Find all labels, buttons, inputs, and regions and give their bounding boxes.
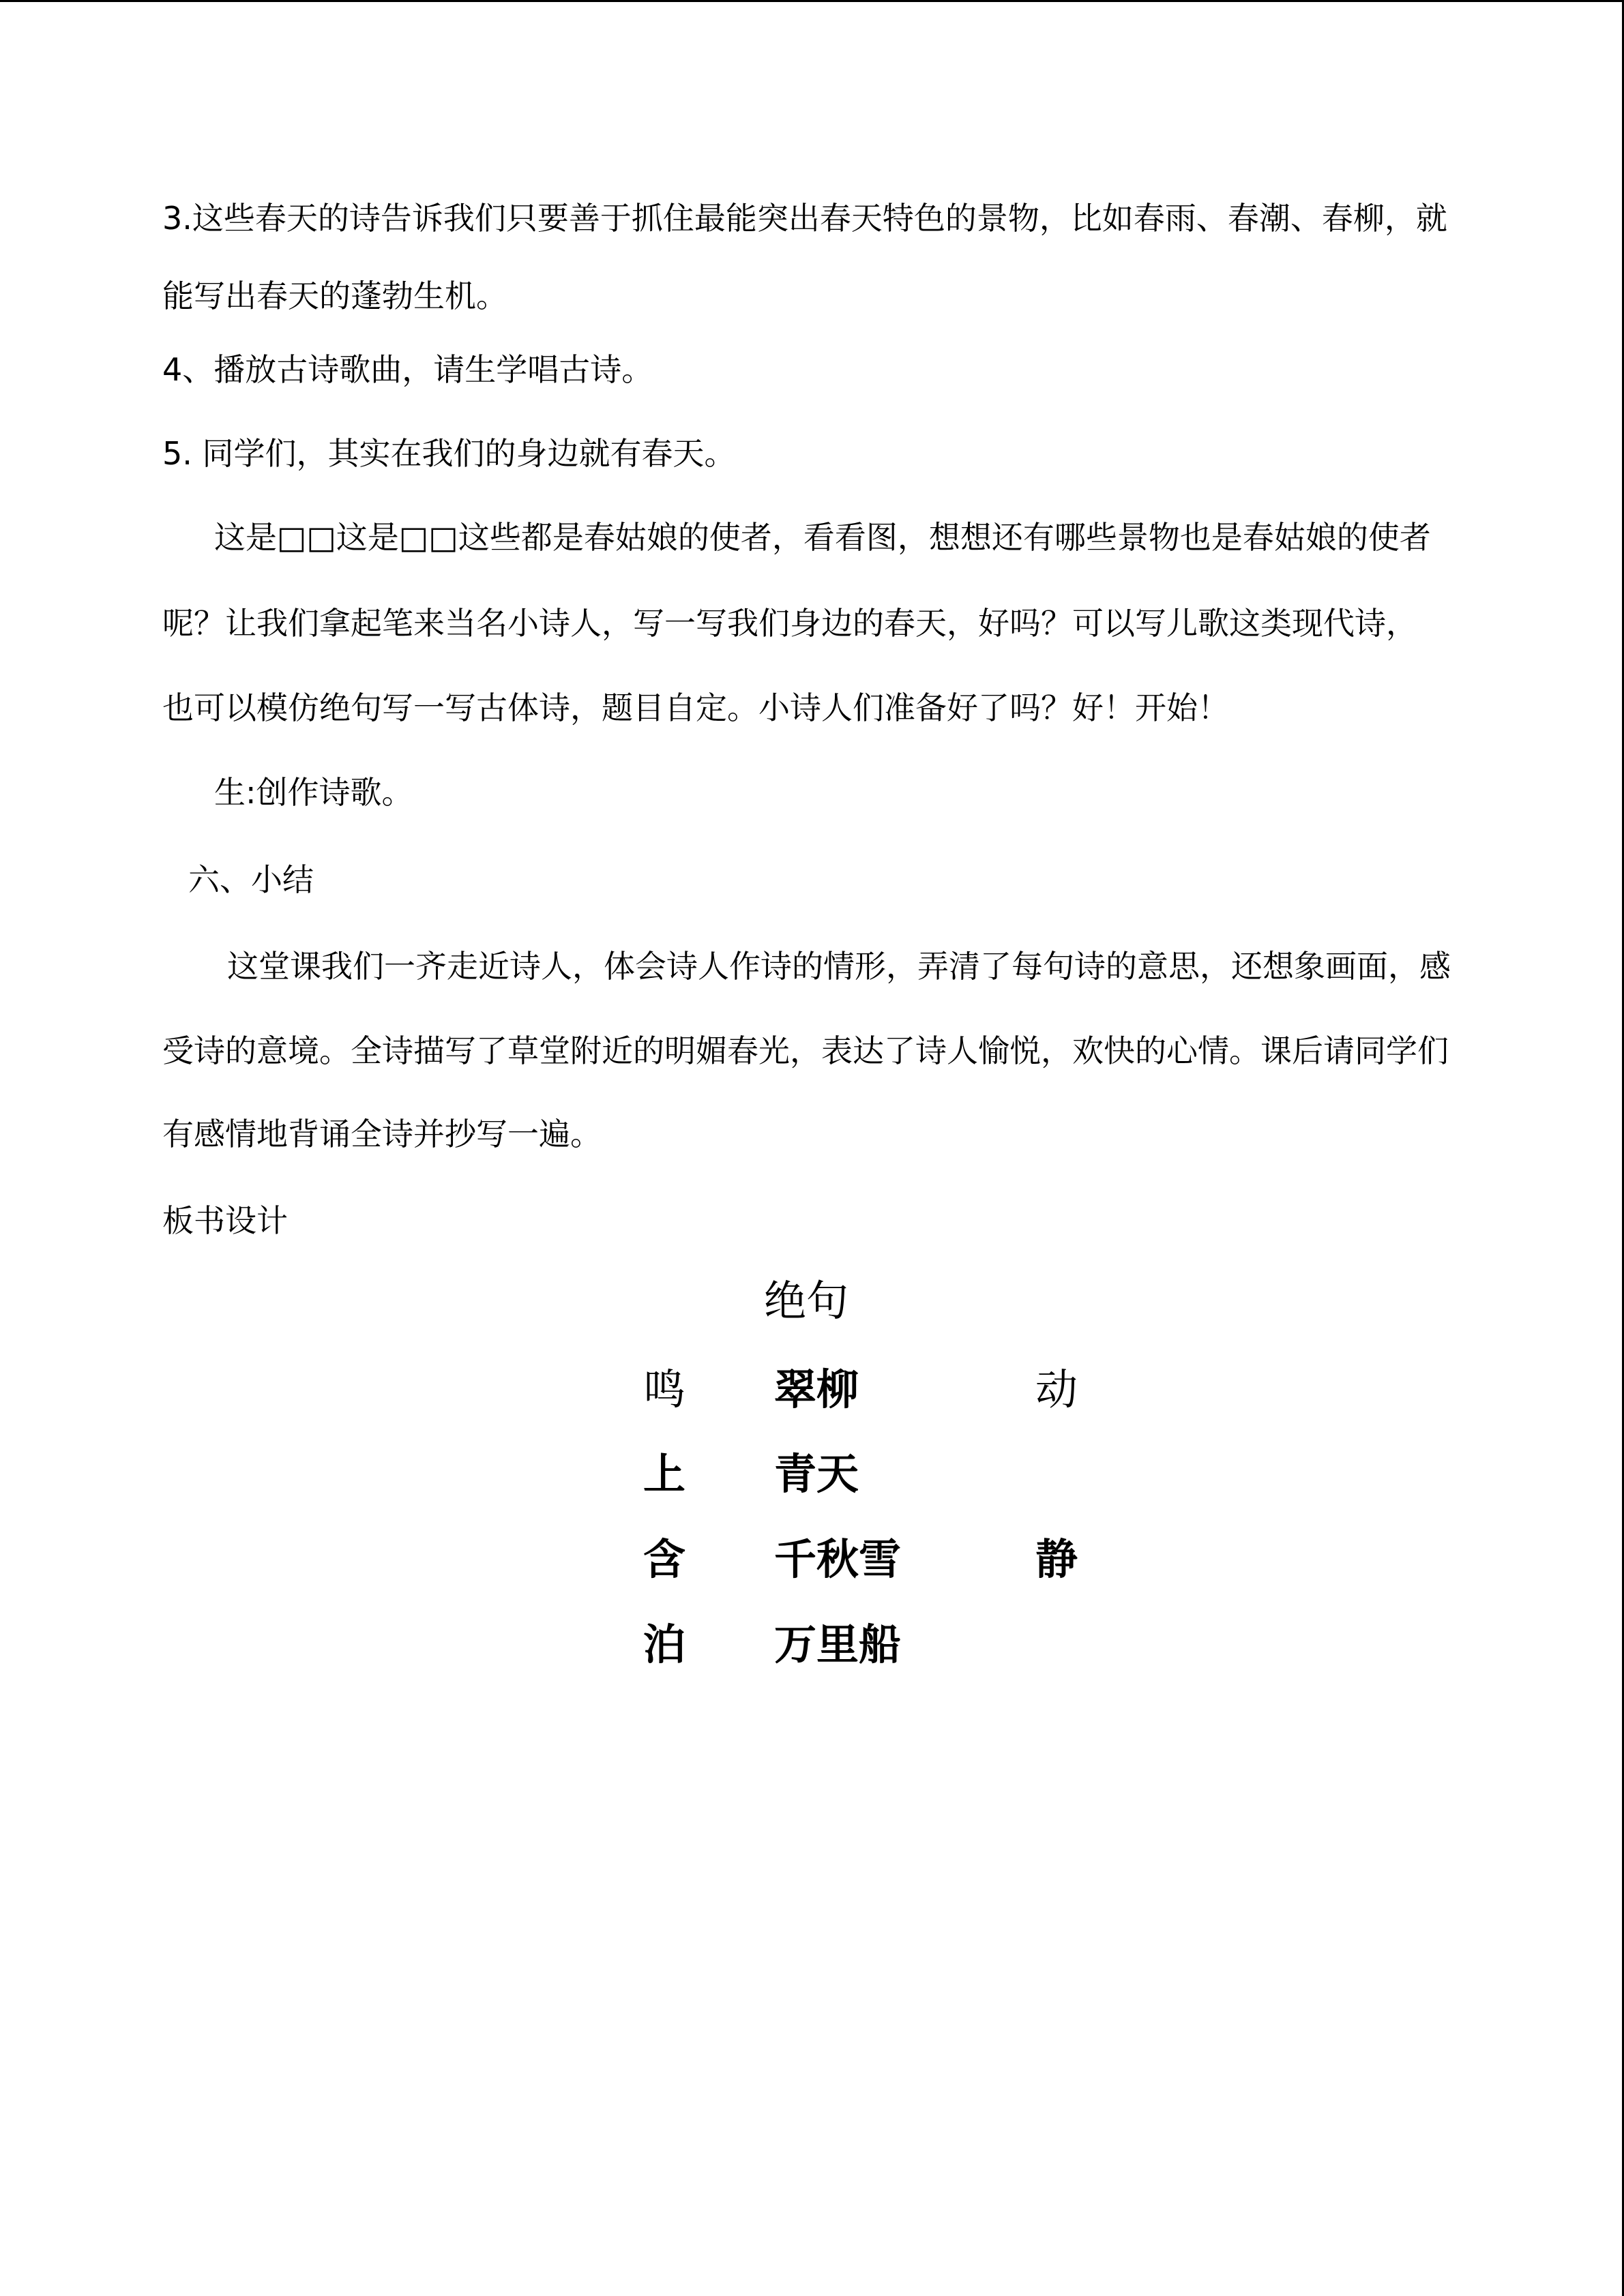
board-note: 动 xyxy=(1035,1365,1078,1414)
paragraph-line: 这堂课我们一齐走近诗人，体会诗人作诗的情形，弄清了每句诗的意思，还想象画面，感 xyxy=(227,948,1451,985)
board-title: 绝句 xyxy=(764,1276,849,1326)
board-verb: 含 xyxy=(643,1534,686,1584)
paragraph-line: 呢？让我们拿起笔来当名小诗人，写一写我们身边的春天，好吗？可以写儿歌这类现代诗， xyxy=(162,605,1417,642)
paragraph-line: 4、播放古诗歌曲，请生学唱古诗。 xyxy=(162,351,653,388)
board-phrase: 青天 xyxy=(774,1449,859,1499)
page-top-border xyxy=(0,0,1624,2)
board-phrase: 万里船 xyxy=(774,1620,902,1669)
board-note: 静 xyxy=(1035,1534,1078,1584)
board-verb: 上 xyxy=(643,1449,686,1499)
paragraph-line: 能写出春天的蓬勃生机。 xyxy=(162,278,507,314)
paragraph-line: 也可以模仿绝句写一写古体诗，题目自定。小诗人们准备好了吗？好！开始！ xyxy=(162,689,1229,726)
paragraph-line: 这是□□这是□□这些都是春姑娘的使者，看看图，想想还有哪些景物也是春姑娘的使者 xyxy=(214,519,1431,556)
paragraph-line: 有感情地背诵全诗并抄写一遍。 xyxy=(162,1116,602,1152)
board-verb: 鸣 xyxy=(643,1365,686,1414)
section-heading: 六、小结 xyxy=(188,861,314,898)
paragraph-line: 受诗的意境。全诗描写了草堂附近的明媚春光，表达了诗人愉悦，欢快的心情。课后请同学们 xyxy=(162,1032,1449,1069)
board-verb: 泊 xyxy=(643,1620,686,1669)
board-design-heading: 板书设计 xyxy=(162,1202,288,1239)
paragraph-line: 5. 同学们，其实在我们的身边就有春天。 xyxy=(162,435,736,472)
paragraph-line: 3.这些春天的诗告诉我们只要善于抓住最能突出春天特色的景物，比如春雨、春潮、春柳，就 xyxy=(162,200,1447,237)
paragraph-line: 生:创作诗歌。 xyxy=(214,774,413,811)
board-phrase: 翠柳 xyxy=(774,1365,859,1414)
board-phrase: 千秋雪 xyxy=(774,1534,902,1584)
